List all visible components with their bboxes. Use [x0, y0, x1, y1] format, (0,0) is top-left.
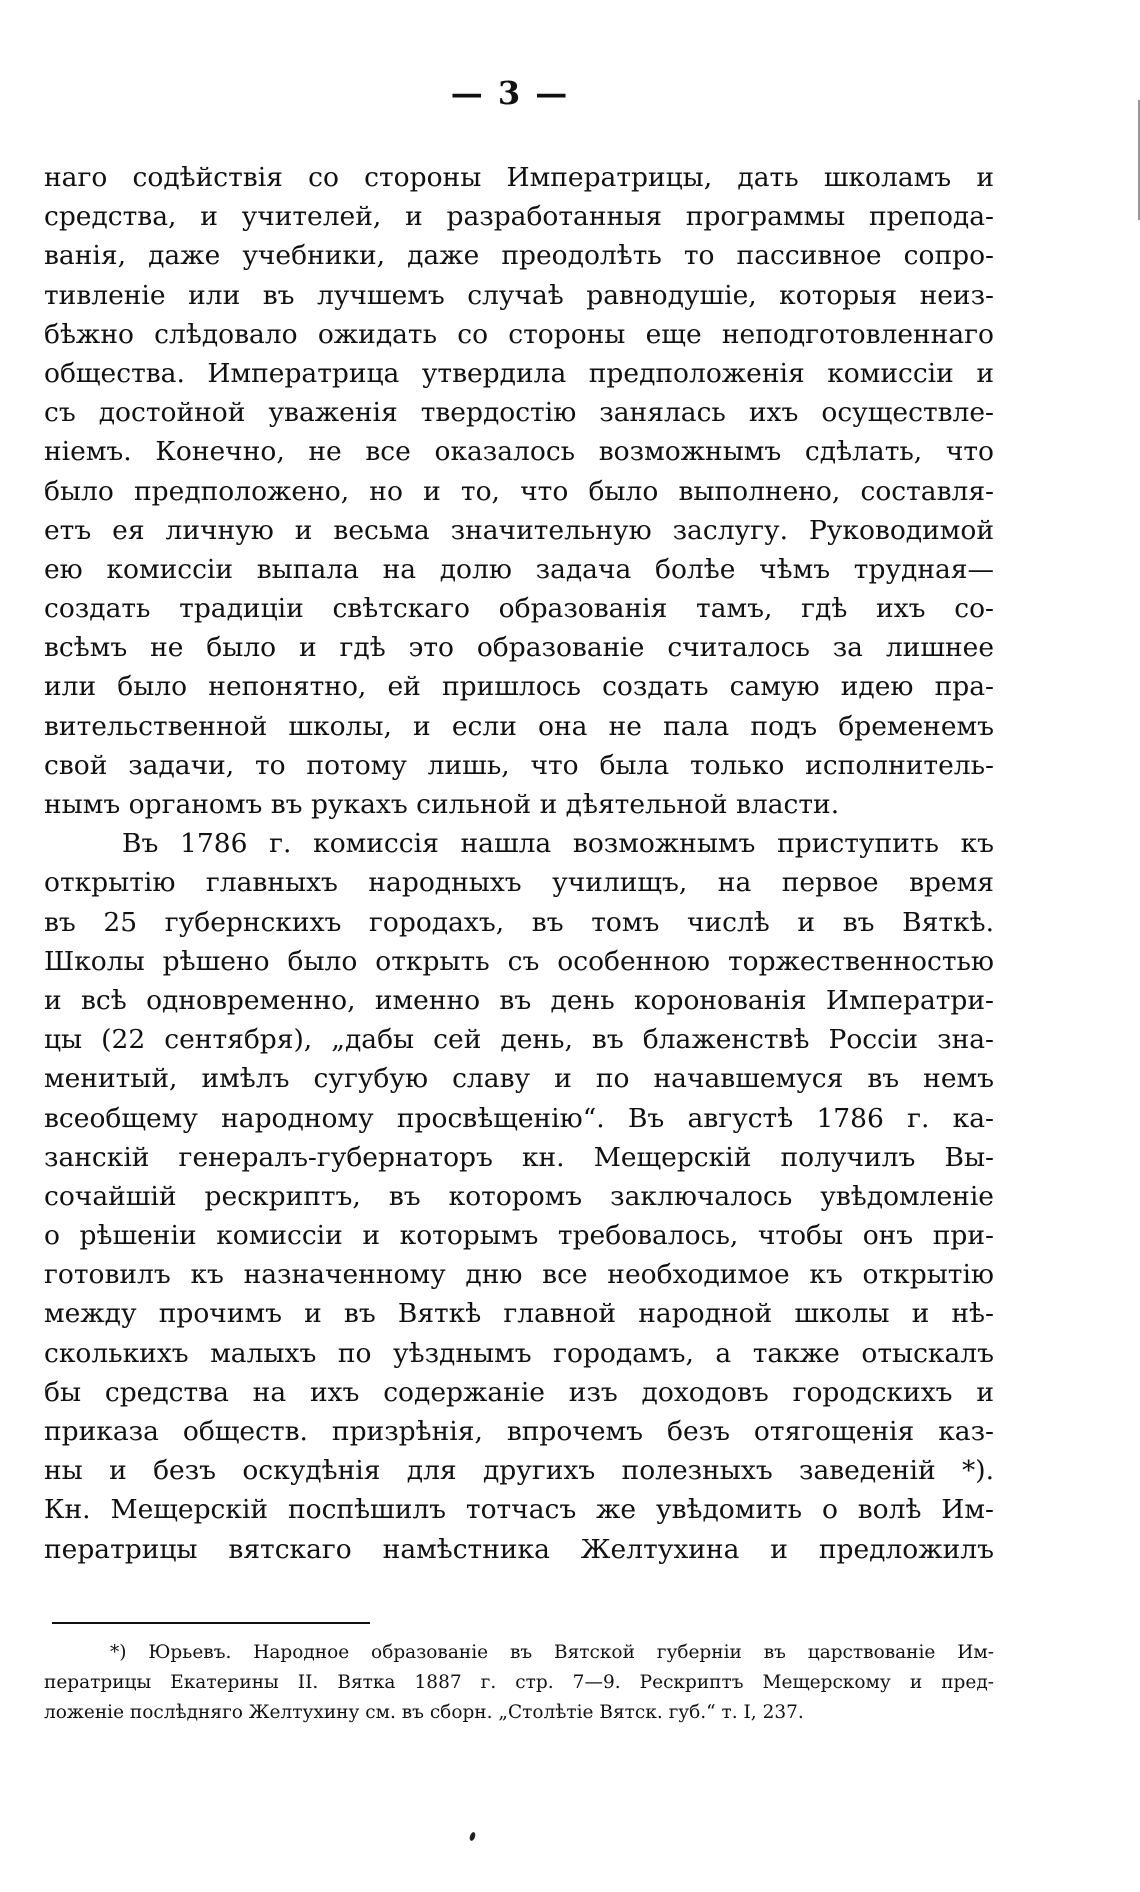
text-line: приказа обществ. призрѣнія, впрочемъ безъ отягощенія каз- [44, 1416, 994, 1447]
text-line: тивленіе или въ лучшемъ случаѣ равнодушіе, которыя неиз- [44, 279, 994, 311]
text-line: наго содѣйствія со стороны Императрицы, дать школамъ и [44, 162, 994, 193]
text-line: Кн. Мещерскій поспѣшилъ тотчасъ же увѣдомить о волѣ Им- [44, 1494, 994, 1526]
text-line: о рѣшеніи комиссіи и которымъ требовалось, чтобы онъ при- [44, 1220, 994, 1252]
text-line: сочайшій рескриптъ, въ которомъ заключалось увѣдомленіе [44, 1180, 994, 1212]
text-line: или было непонятно, ей пришлось создать самую идею пра- [44, 671, 994, 703]
text-line: вительственной школы, и если она не пала подъ бременемъ [44, 710, 994, 742]
text-line: сколькихъ малыхъ по уѣзднымъ городамъ, а также отыскалъ [44, 1337, 994, 1369]
text-line: средства, и учителей, и разработанныя программы препода- [44, 201, 994, 233]
text-line: Школы рѣшено было открыть съ особенною торжественностью [44, 945, 994, 977]
text-line: цы (22 сентября), „дабы сей день, въ блаженствѣ Россіи зна- [44, 1024, 994, 1056]
text-line: между прочимъ и въ Вяткѣ главной народной школы и нѣ- [44, 1298, 994, 1330]
footnote-line: ператрицы Екатерины II. Вятка 1887 г. стр. 7—9. Рескриптъ Мещерскому и пред- [44, 1672, 994, 1693]
text-line: было предположено, но и то, что было выполнено, составля- [44, 475, 994, 507]
text-line: свой задачи, то потому лишь, что была только исполнитель- [44, 749, 994, 781]
paragraph-start-line: Въ 1786 г. комиссія нашла возможнымъ приступить къ [122, 828, 994, 860]
footnote-line: ложеніе послѣдняго Желтухину см. въ сборн. „Столѣтіе Вятск. губ.“ т. I, 237. [44, 1702, 804, 1723]
body-text [44, 158, 994, 1569]
ink-speck [469, 1831, 477, 1841]
text-line: ванія, даже учебники, даже преодолѣть то пассивное сопро- [44, 240, 994, 272]
text-line: открытію главныхъ народныхъ училищъ, на первое время [44, 867, 994, 899]
paragraph-end-line: нымъ органомъ въ рукахъ сильной и дѣятельной власти. [44, 789, 840, 820]
text-line: менитый, имѣлъ сугубую славу и по начавшемуся въ немъ [44, 1063, 994, 1095]
text-line: занскій генералъ-губернаторъ кн. Мещерскій получилъ Вы- [44, 1141, 994, 1173]
text-line: всеобщему народному просвѣщенію“. Въ августѣ 1786 г. ка- [44, 1102, 994, 1134]
text-line: всѣмъ не было и гдѣ это образованіе считалось за лишнее [44, 632, 994, 664]
text-line: общества. Императрица утвердила предположенія комиссіи и [44, 357, 994, 389]
text-line: съ достойной уваженія твердостію занялась ихъ осуществле- [44, 397, 994, 429]
text-line: ператрицы вятскаго намѣстника Желтухина и предложилъ [44, 1533, 994, 1565]
text-line: въ 25 губернскихъ городахъ, въ томъ числѣ и въ Вяткѣ. [44, 906, 994, 938]
text-line: етъ ея личную и весьма значительную заслугу. Руководимой [44, 514, 994, 546]
text-line: создать традиціи свѣтскаго образованія тамъ, гдѣ ихъ со- [44, 593, 994, 625]
text-line: и всѣ одновременно, именно въ день коронованія Императри- [44, 984, 994, 1016]
text-line: бѣжно слѣдовало ожидать со стороны еще неподготовленнаго [44, 318, 994, 350]
text-line: ніемъ. Конечно, не все оказалось возможнымъ сдѣлать, что [44, 436, 994, 468]
text-line: готовилъ къ назначенному дню все необходимое къ открытію [44, 1259, 994, 1291]
footnote [44, 1638, 994, 1728]
footnote-rule [52, 1622, 370, 1624]
page-number: — 3 — [450, 74, 570, 112]
footnote-line: *) Юрьевъ. Народное образованіе въ Вятской губерніи въ царствованіе Им- [110, 1642, 994, 1663]
text-line: ны и безъ оскудѣнія для другихъ полезныхъ заведеній *). [44, 1455, 994, 1487]
text-line: бы средства на ихъ содержаніе изъ доходовъ городскихъ и [44, 1376, 994, 1408]
text-line: ею комиссіи выпала на долю задача болѣе чѣмъ трудная— [44, 553, 994, 585]
